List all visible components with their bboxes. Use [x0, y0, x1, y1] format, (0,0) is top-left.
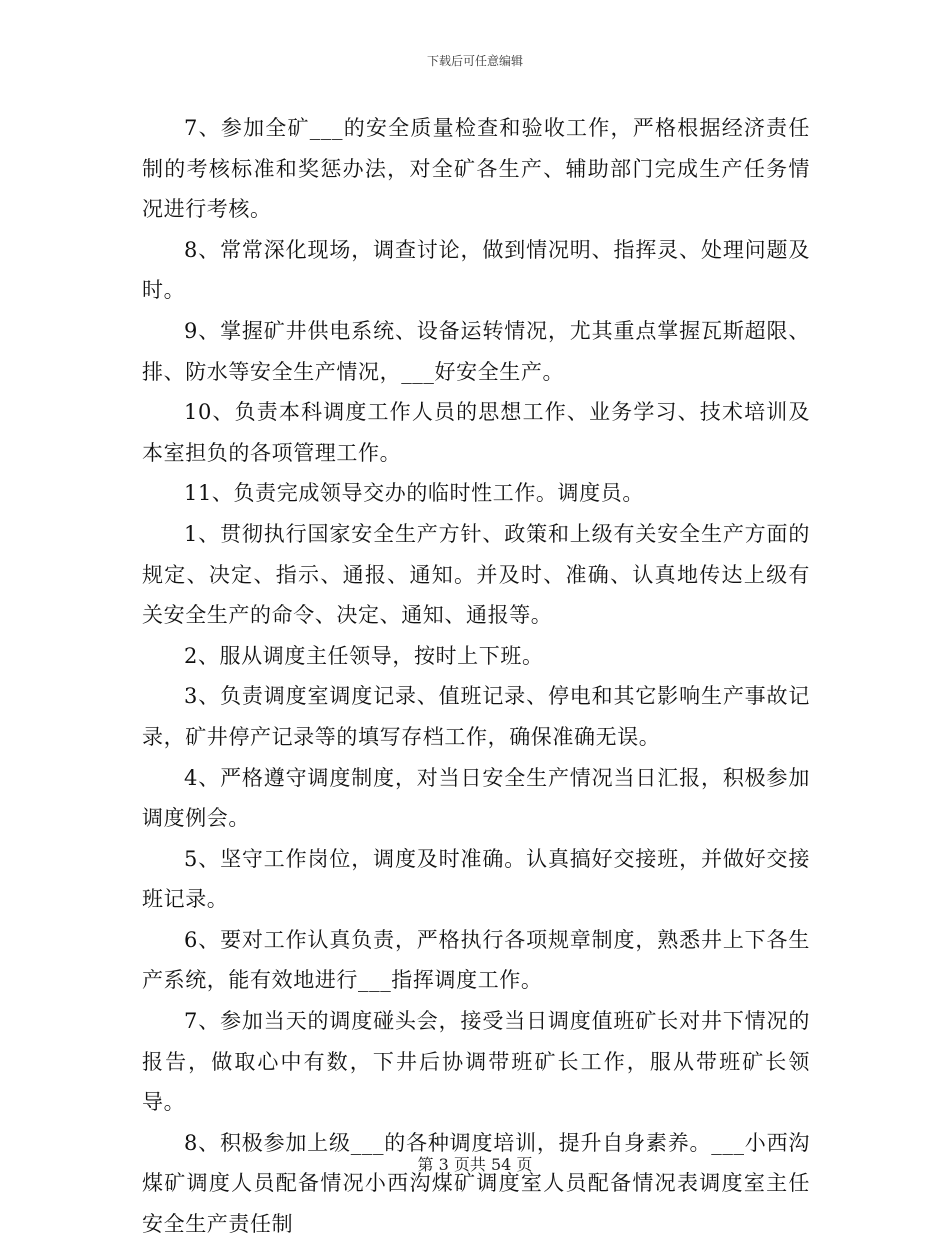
paragraph: 8、积极参加上级___的各种调度培训，提升自身素养。___小西沟煤矿调度人员配备情况小西沟煤矿调度室人员配备情况表调度室主任安全生产责任制	[142, 1130, 810, 1237]
paragraph: 7、参加全矿___的安全质量检查和验收工作，严格根据经济责任制的考核标准和奖惩办法，对全矿各生产、辅助部门完成生产任务情况进行考核。	[142, 116, 810, 222]
paragraph: 9、掌握矿井供电系统、设备运转情况，尤其重点掌握瓦斯超限、排、防水等安全生产情况，___好安全生产。	[142, 318, 810, 384]
paragraph: 11、负责完成领导交办的临时性工作。调度员。	[184, 481, 644, 506]
paragraph: 5、坚守工作岗位，调度及时准确。认真搞好交接班，并做好交接班记录。	[142, 846, 810, 912]
paragraph: 10、负责本科调度工作人员的思想工作、业务学习、技术培训及本室担负的各项管理工作。	[142, 400, 810, 465]
paragraph: 8、常常深化现场，调查讨论，做到情况明、指挥灵、处理问题及时。	[142, 237, 810, 303]
page-number: 第 3 页共 54 页	[417, 1155, 533, 1174]
paragraph: 2、服从调度主任领导，按时上下班。	[184, 643, 544, 668]
document-body	[142, 108, 810, 1245]
paragraph: 4、严格遵守调度制度，对当日安全生产情况当日汇报，积极参加调度例会。	[142, 765, 810, 831]
paragraph: 3、负责调度室调度记录、值班记录、停电和其它影响生产事故记录，矿井停产记录等的填写存档工作，确保准确无误。	[142, 684, 810, 749]
paragraph: 7、参加当天的调度碰头会，接受当日调度值班矿长对井下情况的报告，做取心中有数，下井后协调带班矿长工作，服从带班矿长领导。	[142, 1009, 810, 1115]
paragraph: 1、贯彻执行国家安全生产方针、政策和上级有关安全生产方面的规定、决定、指示、通报、通知。并及时、准确、认真地传达上级有关安全生产的命令、决定、通知、通报等。	[142, 521, 810, 628]
paragraph: 6、要对工作认真负责，严格执行各项规章制度，熟悉井上下各生产系统，能有效地进行___指挥调度工作。	[142, 927, 810, 993]
page-header: 下载后可任意编辑	[426, 54, 523, 68]
